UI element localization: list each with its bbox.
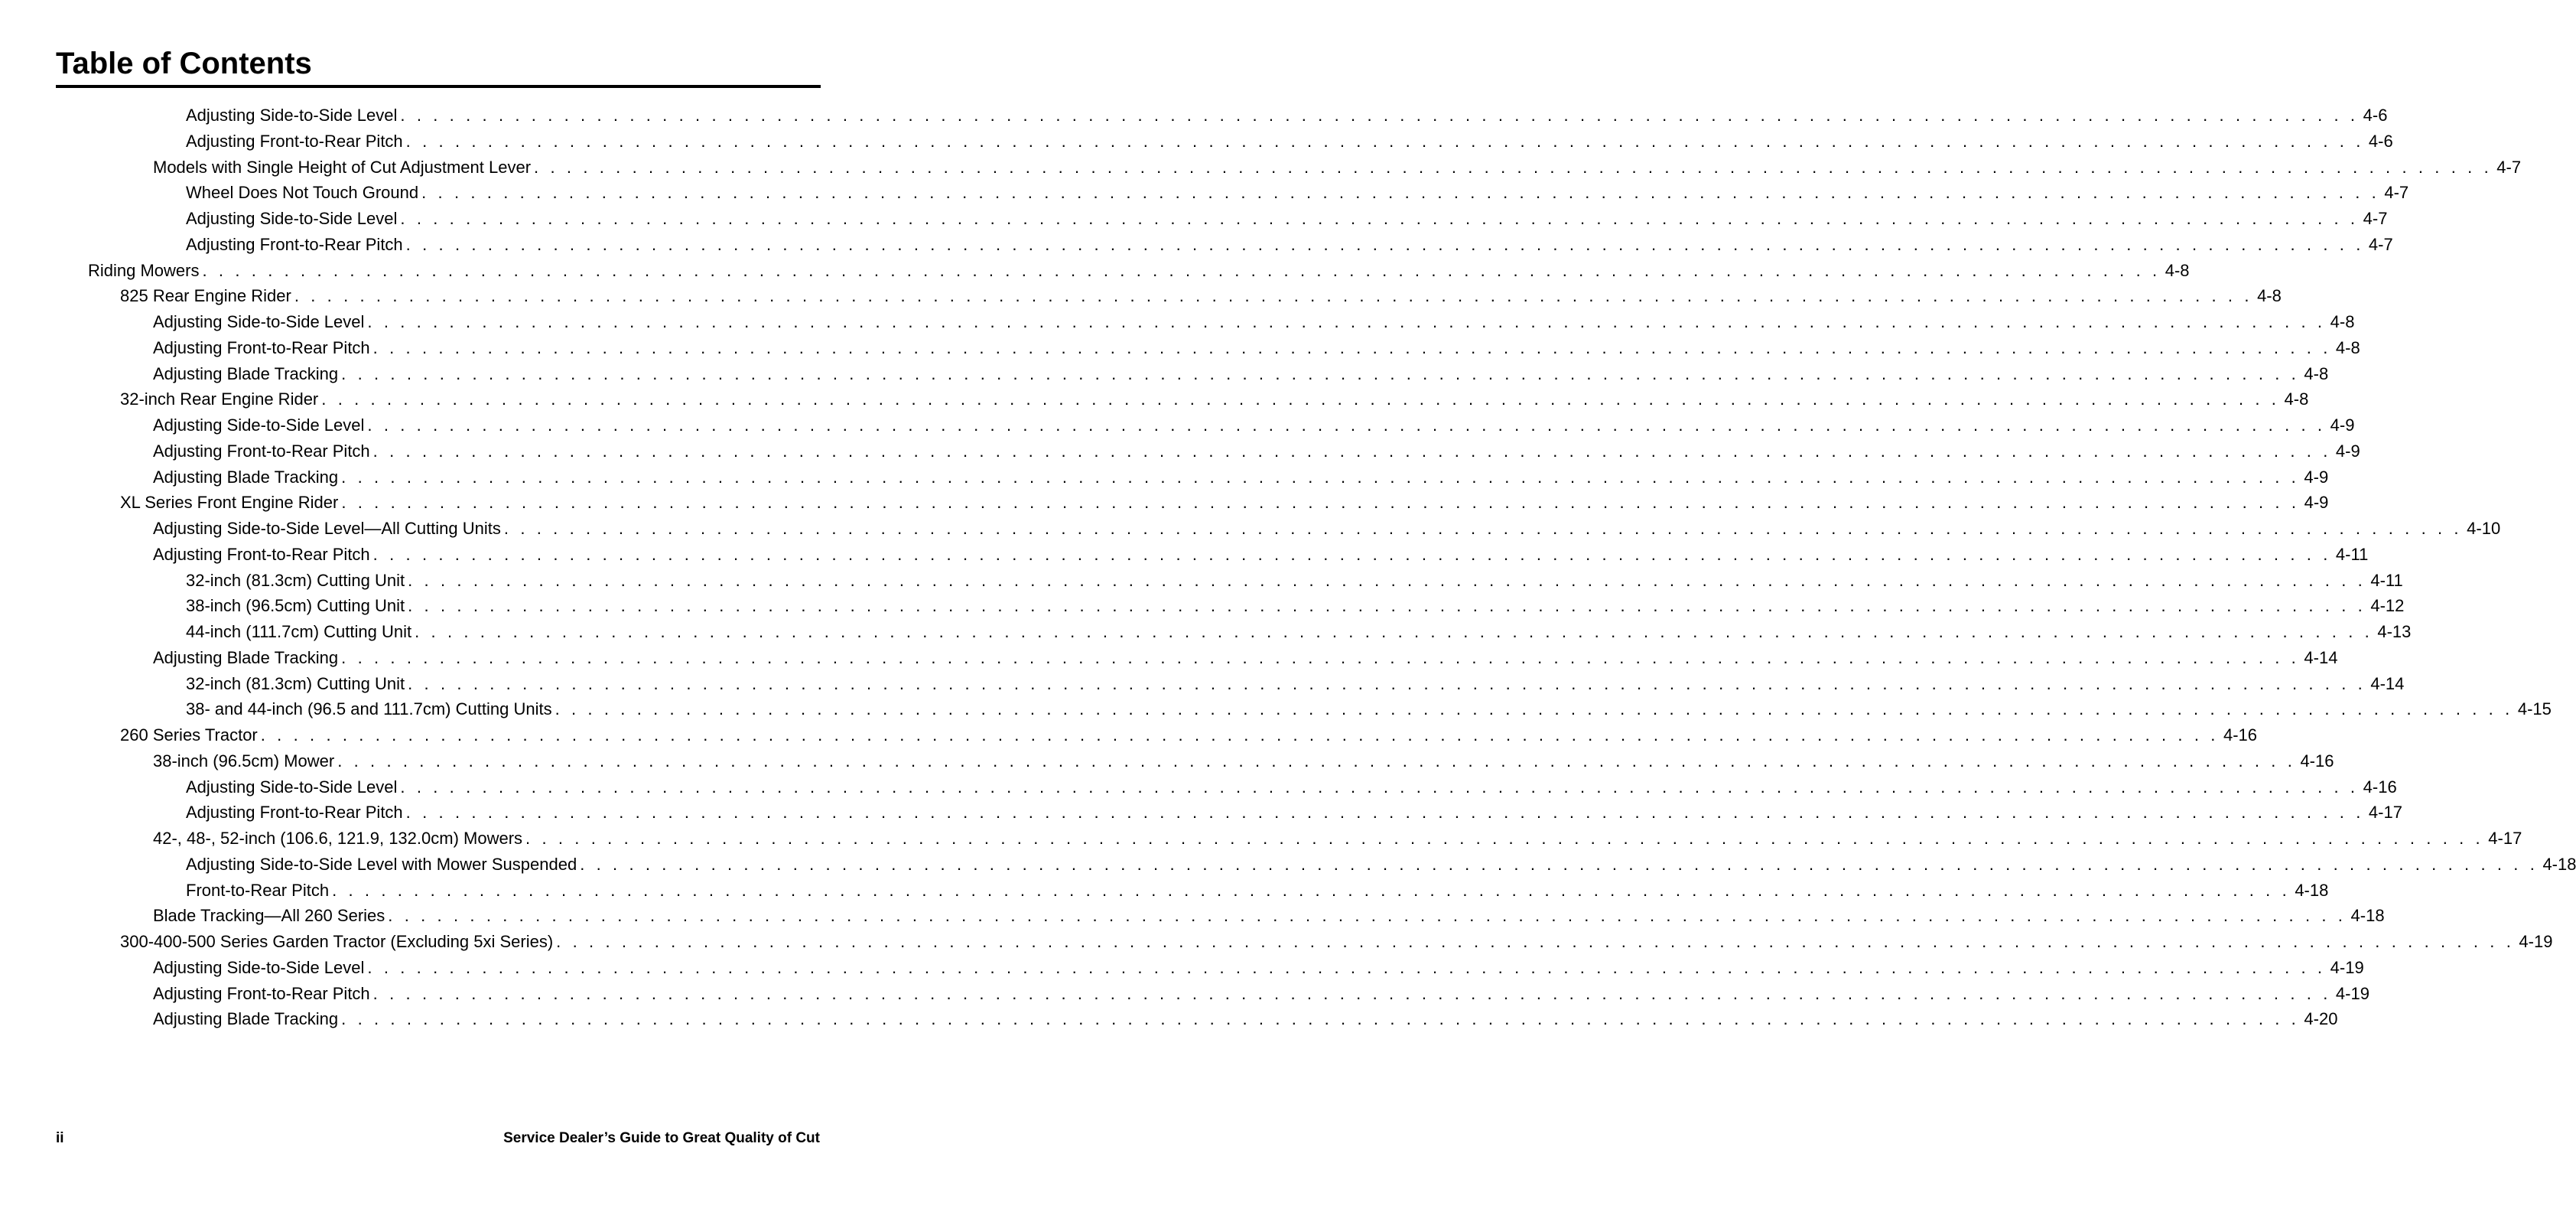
toc-entry-page: 4-9 (2335, 441, 2360, 461)
toc-entry-page: 4-7 (2368, 234, 2393, 254)
toc-entry-title: Adjusting Front-to-Rear Pitch (186, 234, 403, 254)
toc-entry-title: Adjusting Blade Tracking (153, 363, 339, 383)
toc-entry[interactable] (186, 852, 2576, 878)
toc-entry-title: 44-inch (111.7cm) Cutting Unit (186, 622, 412, 641)
dot-leader: . . . . . . . . . . . . . . . . . . . . . . . . . . . . . . . . . . . . . . . . . . . . . . . . . . . . . . . . . . . . . . . . . . . . . . . . . . . . . . . . . . . . . . . . . . . . . . . . . . . . . . . . . . . . . . . . . . . . . . . . (556, 932, 2515, 951)
toc-entry[interactable] (153, 309, 2355, 335)
footer-book-title: Service Dealer’s Guide to Great Quality of Cut (503, 1130, 820, 1146)
toc-entry-page: 4-8 (2284, 389, 2309, 409)
dot-leader: . . . . . . . . . . . . . . . . . . . . . . . . . . . . . . . . . . . . . . . . . . . . . . . . . . . . . . . . . . . . . . . . . . . . . . . . . . . . . . . . . . . . . . . . . . . . . . . . . . . . . . . . . . . . . . . . . . . . . . . . (321, 389, 2280, 409)
toc-entry-title: Adjusting Side-to-Side Level (186, 777, 398, 797)
toc-entry-title: Adjusting Side-to-Side Level with Mower Suspended (186, 854, 577, 874)
toc-entry-title: 825 Rear Engine Rider (120, 286, 291, 306)
dot-leader: . . . . . . . . . . . . . . . . . . . . . . . . . . . . . . . . . . . . . . . . . . . . . . . . . . . . . . . . . . . . . . . . . . . . . . . . . . . . . . . . . . . . . . . . . . . . . . . . . . . . . . . . . . . . . . . . . . . . . . . . (202, 260, 2161, 280)
toc-entry-title: Adjusting Front-to-Rear Pitch (186, 131, 403, 151)
toc-entry-page: 4-16 (2300, 751, 2334, 771)
toc-entry-title: Adjusting Blade Tracking (153, 467, 339, 487)
toc-entry-title: Adjusting Side-to-Side Level (153, 312, 365, 331)
toc-entry-page: 4-16 (2223, 725, 2258, 744)
dot-leader: . . . . . . . . . . . . . . . . . . . . . . . . . . . . . . . . . . . . . . . . . . . . . . . . . . . . . . . . . . . . . . . . . . . . . . . . . . . . . . . . . . . . . . . . . . . . . . . . . . . . . . . . . . . . . . . . . . . . . . . . (503, 519, 2463, 538)
toc-entry-title: Adjusting Side-to-Side Level—All Cutting Units (153, 519, 501, 538)
toc-entry-page: 4-13 (2377, 622, 2412, 641)
toc-entry[interactable] (186, 103, 2388, 129)
toc-entry[interactable] (120, 490, 2329, 516)
dot-leader: . . . . . . . . . . . . . . . . . . . . . . . . . . . . . . . . . . . . . . . . . . . . . . . . . . . . . . . . . . . . . . . . . . . . . . . . . . . . . . . . . . . . . . . . . . . . . . . . . . . . . . . . . . . . . . . . . . . . . . . . (372, 337, 2331, 357)
toc-entry[interactable] (120, 929, 2553, 955)
toc-entry-page: 4-18 (2295, 880, 2329, 900)
dot-leader: . . . . . . . . . . . . . . . . . . . . . . . . . . . . . . . . . . . . . . . . . . . . . . . . . . . . . . . . . . . . . . . . . . . . . . . . . . . . . . . . . . . . . . . . . . . . . . . . . . . . . . . . . . . . . . . . . . . . . . . . (388, 906, 2347, 926)
toc-entry[interactable] (153, 516, 2501, 542)
toc-entry[interactable] (186, 878, 2329, 904)
toc-entry-page: 4-6 (2368, 131, 2393, 151)
toc-entry-page: 4-7 (2363, 209, 2388, 228)
toc-entry-page: 4-10 (2467, 519, 2501, 538)
toc-entry-page: 4-18 (2350, 906, 2385, 926)
toc-entry[interactable] (186, 800, 2402, 826)
dot-leader: . . . . . . . . . . . . . . . . . . . . . . . . . . . . . . . . . . . . . . . . . . . . . . . . . . . . . . . . . . . . . . . . . . . . . . . . . . . . . . . . . . . . . . . . . . . . . . . . . . . . . . . . . . . . . . . . . . . . . . . . (260, 725, 2219, 744)
toc-entry-title: 38-inch (96.5cm) Mower (153, 751, 335, 771)
toc-entry[interactable] (120, 722, 2258, 748)
toc-entry-page: 4-11 (2335, 544, 2369, 564)
toc-entry[interactable] (153, 464, 2329, 490)
toc-entry[interactable] (186, 206, 2388, 232)
toc-entry-title: Adjusting Side-to-Side Level (186, 106, 398, 125)
toc-entry-page: 4-12 (2370, 596, 2405, 616)
toc-entry-title: Adjusting Front-to-Rear Pitch (153, 544, 370, 564)
dot-leader: . . . . . . . . . . . . . . . . . . . . . . . . . . . . . . . . . . . . . . . . . . . . . . . . . . . . . . . . . . . . . . . . . . . . . . . . . . . . . . . . . . . . . . . . . . . . . . . . . . . . . . . . . . . . . . . . . . . . . . . . (580, 854, 2539, 874)
dot-leader: . . . . . . . . . . . . . . . . . . . . . . . . . . . . . . . . . . . . . . . . . . . . . . . . . . . . . . . . . . . . . . . . . . . . . . . . . . . . . . . . . . . . . . . . . . . . . . . . . . . . . . . . . . . . . . . . . . . . . . . . (421, 183, 2380, 203)
dot-leader: . . . . . . . . . . . . . . . . . . . . . . . . . . . . . . . . . . . . . . . . . . . . . . . . . . . . . . . . . . . . . . . . . . . . . . . . . . . . . . . . . . . . . . . . . . . . . . . . . . . . . . . . . . . . . . . . . . . . . . . . (367, 312, 2326, 331)
toc-entry-title: 32-inch (81.3cm) Cutting Unit (186, 570, 405, 590)
dot-leader: . . . . . . . . . . . . . . . . . . . . . . . . . . . . . . . . . . . . . . . . . . . . . . . . . . . . . . . . . . . . . . . . . . . . . . . . . . . . . . . . . . . . . . . . . . . . . . . . . . . . . . . . . . . . . . . . . . . . . . . . (408, 673, 2366, 693)
toc-entry-page: 4-7 (2384, 183, 2409, 203)
dot-leader: . . . . . . . . . . . . . . . . . . . . . . . . . . . . . . . . . . . . . . . . . . . . . . . . . . . . . . . . . . . . . . . . . . . . . . . . . . . . . . . . . . . . . . . . . . . . . . . . . . . . . . . . . . . . . . . . . . . . . . . . (341, 467, 2300, 487)
toc-entry-title: 38- and 44-inch (96.5 and 111.7cm) Cutting Units (186, 699, 552, 719)
dot-leader: . . . . . . . . . . . . . . . . . . . . . . . . . . . . . . . . . . . . . . . . . . . . . . . . . . . . . . . . . . . . . . . . . . . . . . . . . . . . . . . . . . . . . . . . . . . . . . . . . . . . . . . . . . . . . . . . . . . . . . . . (400, 777, 2359, 797)
dot-leader: . . . . . . . . . . . . . . . . . . . . . . . . . . . . . . . . . . . . . . . . . . . . . . . . . . . . . . . . . . . . . . . . . . . . . . . . . . . . . . . . . . . . . . . . . . . . . . . . . . . . . . . . . . . . . . . . . . . . . . . . (405, 803, 2364, 823)
page-title: Table of Contents (56, 47, 312, 80)
toc-entry[interactable] (153, 1006, 2338, 1032)
dot-leader: . . . . . . . . . . . . . . . . . . . . . . . . . . . . . . . . . . . . . . . . . . . . . . . . . . . . . . . . . . . . . . . . . . . . . . . . . . . . . . . . . . . . . . . . . . . . . . . . . . . . . . . . . . . . . . . . . . . . . . . . (294, 286, 2253, 306)
toc-entry-page: 4-20 (2304, 1009, 2338, 1029)
toc-entry-page: 4-11 (2370, 570, 2403, 590)
toc-entry-page: 4-8 (2257, 286, 2282, 306)
toc-entry[interactable] (120, 386, 2309, 412)
toc-entry-page: 4-14 (2304, 647, 2338, 667)
dot-leader: . . . . . . . . . . . . . . . . . . . . . . . . . . . . . . . . . . . . . . . . . . . . . . . . . . . . . . . . . . . . . . . . . . . . . . . . . . . . . . . . . . . . . . . . . . . . . . . . . . . . . . . . . . . . . . . . . . . . . . . . (555, 699, 2513, 719)
toc-entry-title: Adjusting Front-to-Rear Pitch (153, 441, 370, 461)
toc-entry-page: 4-17 (2368, 803, 2402, 823)
dot-leader: . . . . . . . . . . . . . . . . . . . . . . . . . . . . . . . . . . . . . . . . . . . . . . . . . . . . . . . . . . . . . . . . . . . . . . . . . . . . . . . . . . . . . . . . . . . . . . . . . . . . . . . . . . . . . . . . . . . . . . . . (405, 234, 2364, 254)
toc-entry-title: Adjusting Front-to-Rear Pitch (186, 803, 403, 823)
toc-entry-page: 4-17 (2488, 829, 2522, 848)
toc-entry[interactable] (153, 438, 2360, 464)
toc-entry-page: 4-19 (2519, 932, 2553, 951)
toc-entry[interactable] (153, 826, 2522, 852)
toc-entry[interactable] (186, 696, 2552, 722)
toc-entry[interactable] (88, 258, 2190, 284)
dot-leader: . . . . . . . . . . . . . . . . . . . . . . . . . . . . . . . . . . . . . . . . . . . . . . . . . . . . . . . . . . . . . . . . . . . . . . . . . . . . . . . . . . . . . . . . . . . . . . . . . . . . . . . . . . . . . . . . . . . . . . . . (341, 1009, 2300, 1029)
dot-leader: . . . . . . . . . . . . . . . . . . . . . . . . . . . . . . . . . . . . . . . . . . . . . . . . . . . . . . . . . . . . . . . . . . . . . . . . . . . . . . . . . . . . . . . . . . . . . . . . . . . . . . . . . . . . . . . . . . . . . . . . (405, 131, 2364, 151)
toc-entry[interactable] (186, 129, 2393, 155)
dot-leader: . . . . . . . . . . . . . . . . . . . . . . . . . . . . . . . . . . . . . . . . . . . . . . . . . . . . . . . . . . . . . . . . . . . . . . . . . . . . . . . . . . . . . . . . . . . . . . . . . . . . . . . . . . . . . . . . . . . . . . . . (367, 415, 2326, 435)
footer-page-number: ii (56, 1130, 64, 1146)
dot-leader: . . . . . . . . . . . . . . . . . . . . . . . . . . . . . . . . . . . . . . . . . . . . . . . . . . . . . . . . . . . . . . . . . . . . . . . . . . . . . . . . . . . . . . . . . . . . . . . . . . . . . . . . . . . . . . . . . . . . . . . . (341, 647, 2300, 667)
toc-entry-page: 4-7 (2496, 157, 2522, 177)
toc-entry-title: 260 Series Tractor (120, 725, 258, 744)
dot-leader: . . . . . . . . . . . . . . . . . . . . . . . . . . . . . . . . . . . . . . . . . . . . . . . . . . . . . . . . . . . . . . . . . . . . . . . . . . . . . . . . . . . . . . . . . . . . . . . . . . . . . . . . . . . . . . . . . . . . . . . . (400, 106, 2359, 125)
dot-leader: . . . . . . . . . . . . . . . . . . . . . . . . . . . . . . . . . . . . . . . . . . . . . . . . . . . . . . . . . . . . . . . . . . . . . . . . . . . . . . . . . . . . . . . . . . . . . . . . . . . . . . . . . . . . . . . . . . . . . . . . (337, 751, 2296, 771)
toc-entry-title: Adjusting Front-to-Rear Pitch (153, 983, 370, 1003)
dot-leader: . . . . . . . . . . . . . . . . . . . . . . . . . . . . . . . . . . . . . . . . . . . . . . . . . . . . . . . . . . . . . . . . . . . . . . . . . . . . . . . . . . . . . . . . . . . . . . . . . . . . . . . . . . . . . . . . . . . . . . . . (332, 880, 2291, 900)
toc-entry[interactable] (120, 283, 2282, 309)
toc-entry-page: 4-16 (2363, 777, 2397, 797)
dot-leader: . . . . . . . . . . . . . . . . . . . . . . . . . . . . . . . . . . . . . . . . . . . . . . . . . . . . . . . . . . . . . . . . . . . . . . . . . . . . . . . . . . . . . . . . . . . . . . . . . . . . . . . . . . . . . . . . . . . . . . . . (372, 544, 2331, 564)
dot-leader: . . . . . . . . . . . . . . . . . . . . . . . . . . . . . . . . . . . . . . . . . . . . . . . . . . . . . . . . . . . . . . . . . . . . . . . . . . . . . . . . . . . . . . . . . . . . . . . . . . . . . . . . . . . . . . . . . . . . . . . . (400, 209, 2359, 228)
toc-entry[interactable] (153, 361, 2329, 387)
toc-entry[interactable] (153, 955, 2364, 981)
toc-entry-title: Adjusting Blade Tracking (153, 1009, 339, 1029)
toc-entry-page: 4-9 (2304, 467, 2329, 487)
dot-leader: . . . . . . . . . . . . . . . . . . . . . . . . . . . . . . . . . . . . . . . . . . . . . . . . . . . . . . . . . . . . . . . . . . . . . . . . . . . . . . . . . . . . . . . . . . . . . . . . . . . . . . . . . . . . . . . . . . . . . . . . (408, 596, 2366, 616)
toc-entry[interactable] (186, 232, 2393, 258)
toc-entry-title: Adjusting Blade Tracking (153, 647, 339, 667)
toc-entry[interactable] (153, 748, 2334, 774)
toc-entry-title: Adjusting Side-to-Side Level (153, 415, 365, 435)
toc-entry-title: 38-inch (96.5cm) Cutting Unit (186, 596, 405, 616)
toc-entry[interactable] (186, 593, 2405, 619)
toc-entry-page: 4-8 (2165, 260, 2190, 280)
toc-entry-title: 300-400-500 Series Garden Tractor (Excluding 5xi Series) (120, 932, 554, 951)
toc-entry-title: Blade Tracking—All 260 Series (153, 906, 385, 926)
toc-entry[interactable] (186, 619, 2412, 645)
toc-entry-page: 4-9 (2304, 493, 2329, 513)
toc-entry-page: 4-18 (2542, 854, 2576, 874)
toc-entry[interactable] (153, 155, 2522, 181)
toc-entry-title: Adjusting Front-to-Rear Pitch (153, 337, 370, 357)
table-of-contents (0, 103, 2576, 1032)
toc-entry-page: 4-19 (2335, 983, 2369, 1003)
toc-entry-page: 4-8 (2330, 312, 2355, 331)
toc-entry-title: Wheel Does Not Touch Ground (186, 183, 419, 203)
dot-leader: . . . . . . . . . . . . . . . . . . . . . . . . . . . . . . . . . . . . . . . . . . . . . . . . . . . . . . . . . . . . . . . . . . . . . . . . . . . . . . . . . . . . . . . . . . . . . . . . . . . . . . . . . . . . . . . . . . . . . . . . (367, 957, 2326, 977)
toc-entry[interactable] (186, 180, 2409, 206)
toc-entry-title: Front-to-Rear Pitch (186, 880, 330, 900)
toc-entry[interactable] (186, 774, 2397, 800)
dot-leader: . . . . . . . . . . . . . . . . . . . . . . . . . . . . . . . . . . . . . . . . . . . . . . . . . . . . . . . . . . . . . . . . . . . . . . . . . . . . . . . . . . . . . . . . . . . . . . . . . . . . . . . . . . . . . . . . . . . . . . . . (525, 829, 2484, 848)
toc-entry-title: 42-, 48-, 52-inch (106.6, 121.9, 132.0cm) Mowers (153, 829, 523, 848)
toc-entry-title: Riding Mowers (88, 260, 200, 280)
toc-entry-page: 4-19 (2330, 957, 2364, 977)
toc-entry-title: Adjusting Side-to-Side Level (153, 957, 365, 977)
toc-entry-title: Models with Single Height of Cut Adjustment Lever (153, 157, 532, 177)
toc-entry[interactable] (153, 542, 2369, 568)
dot-leader: . . . . . . . . . . . . . . . . . . . . . . . . . . . . . . . . . . . . . . . . . . . . . . . . . . . . . . . . . . . . . . . . . . . . . . . . . . . . . . . . . . . . . . . . . . . . . . . . . . . . . . . . . . . . . . . . . . . . . . . . (372, 983, 2331, 1003)
toc-entry[interactable] (153, 981, 2369, 1007)
toc-entry-title: 32-inch (81.3cm) Cutting Unit (186, 673, 405, 693)
dot-leader: . . . . . . . . . . . . . . . . . . . . . . . . . . . . . . . . . . . . . . . . . . . . . . . . . . . . . . . . . . . . . . . . . . . . . . . . . . . . . . . . . . . . . . . . . . . . . . . . . . . . . . . . . . . . . . . . . . . . . . . . (408, 570, 2366, 590)
dot-leader: . . . . . . . . . . . . . . . . . . . . . . . . . . . . . . . . . . . . . . . . . . . . . . . . . . . . . . . . . . . . . . . . . . . . . . . . . . . . . . . . . . . . . . . . . . . . . . . . . . . . . . . . . . . . . . . . . . . . . . . . (341, 493, 2300, 513)
toc-entry[interactable] (153, 645, 2338, 671)
title-divider (56, 85, 821, 88)
toc-entry[interactable] (153, 412, 2355, 438)
dot-leader: . . . . . . . . . . . . . . . . . . . . . . . . . . . . . . . . . . . . . . . . . . . . . . . . . . . . . . . . . . . . . . . . . . . . . . . . . . . . . . . . . . . . . . . . . . . . . . . . . . . . . . . . . . . . . . . . . . . . . . . . (415, 622, 2373, 641)
toc-entry-page: 4-8 (2304, 363, 2329, 383)
toc-entry-title: Adjusting Side-to-Side Level (186, 209, 398, 228)
toc-entry-title: XL Series Front Engine Rider (120, 493, 339, 513)
toc-entry-page: 4-8 (2335, 337, 2360, 357)
toc-entry-page: 4-6 (2363, 106, 2388, 125)
toc-entry-title: 32-inch Rear Engine Rider (120, 389, 319, 409)
toc-entry[interactable] (153, 903, 2385, 929)
dot-leader: . . . . . . . . . . . . . . . . . . . . . . . . . . . . . . . . . . . . . . . . . . . . . . . . . . . . . . . . . . . . . . . . . . . . . . . . . . . . . . . . . . . . . . . . . . . . . . . . . . . . . . . . . . . . . . . . . . . . . . . . (372, 441, 2331, 461)
toc-entry[interactable] (186, 568, 2403, 594)
dot-leader: . . . . . . . . . . . . . . . . . . . . . . . . . . . . . . . . . . . . . . . . . . . . . . . . . . . . . . . . . . . . . . . . . . . . . . . . . . . . . . . . . . . . . . . . . . . . . . . . . . . . . . . . . . . . . . . . . . . . . . . . (534, 157, 2493, 177)
dot-leader: . . . . . . . . . . . . . . . . . . . . . . . . . . . . . . . . . . . . . . . . . . . . . . . . . . . . . . . . . . . . . . . . . . . . . . . . . . . . . . . . . . . . . . . . . . . . . . . . . . . . . . . . . . . . . . . . . . . . . . . . (341, 363, 2300, 383)
toc-entry[interactable] (186, 671, 2405, 697)
toc-entry[interactable] (153, 335, 2360, 361)
toc-entry-page: 4-15 (2517, 699, 2552, 719)
toc-entry-page: 4-14 (2370, 673, 2405, 693)
toc-entry-page: 4-9 (2330, 415, 2355, 435)
